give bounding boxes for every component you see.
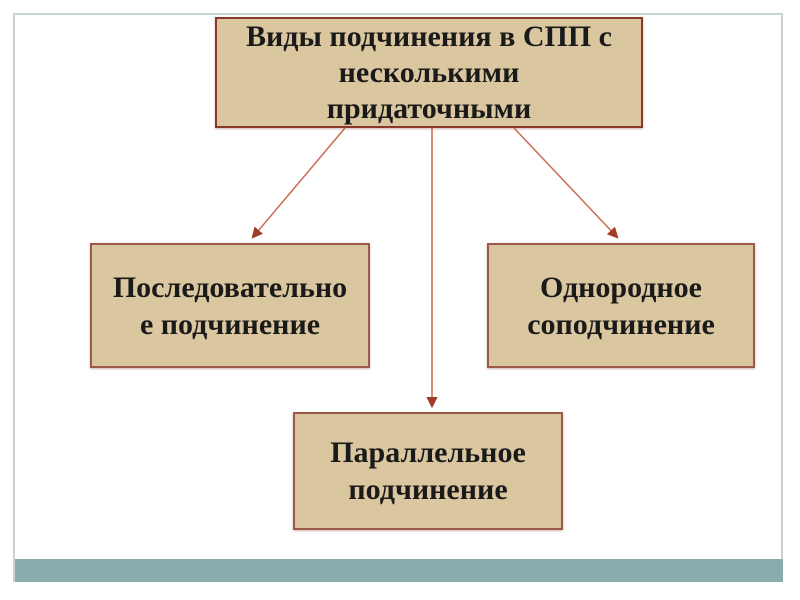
node-sequential-line: Последовательно <box>112 270 348 304</box>
node-parallel-line: подчинение <box>348 473 508 506</box>
node-parallel-subordination <box>293 412 563 530</box>
node-title-line: придаточными <box>326 91 532 125</box>
node-title-line: несколькими <box>338 55 520 89</box>
bottom-accent-bar <box>15 559 783 582</box>
node-homogeneous-line: Однородное <box>540 270 702 304</box>
node-homogeneous-subordination <box>487 243 755 368</box>
node-sequential-line: е подчинение <box>139 307 321 341</box>
node-title <box>215 17 643 128</box>
node-parallel-line: Параллельное <box>330 436 526 469</box>
connector-title-to-homogeneous <box>514 128 617 237</box>
connector-title-to-sequential <box>253 128 345 237</box>
node-homogeneous-line: соподчинение <box>527 307 715 341</box>
node-sequential-subordination <box>90 243 370 368</box>
node-title-line: Виды подчинения в СПП с <box>246 19 612 53</box>
